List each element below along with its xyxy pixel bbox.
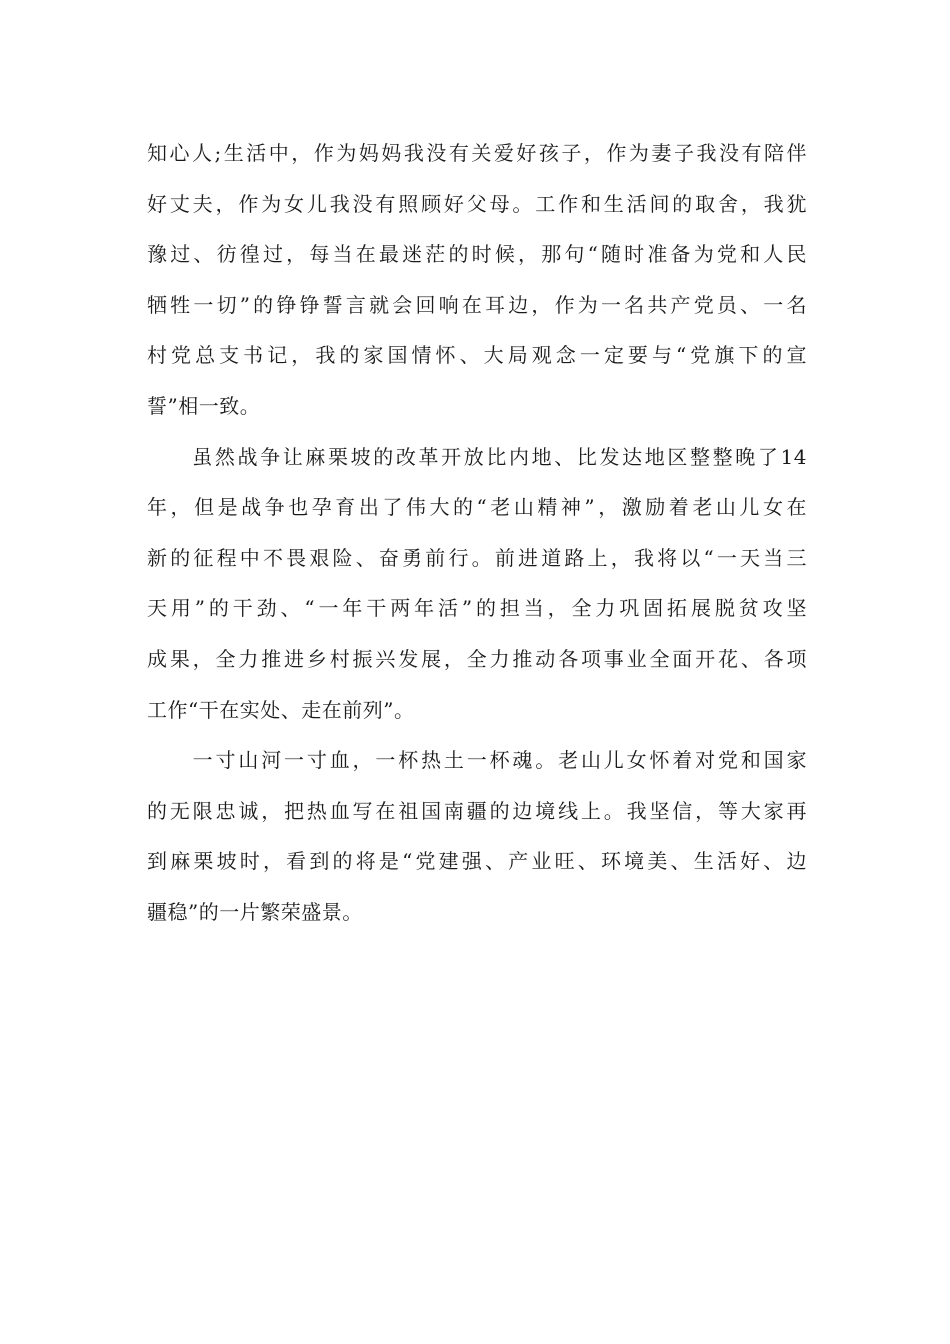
text-line: 年，但是战争也孕育出了伟大的“老山精神”，激励着老山儿女在 (147, 495, 807, 520)
body-text (147, 128, 807, 938)
text-line: 天用”的干劲、“一年干两年活”的担当，全力巩固拓展脱贫攻坚 (147, 596, 807, 621)
text-line: 誓”相一致。 (147, 393, 261, 418)
text-line: 知心人;生活中，作为妈妈我没有关爱好孩子，作为妻子我没有陪伴 (147, 141, 807, 165)
paragraph-1 (147, 128, 807, 432)
text-line: 一寸山河一寸血，一杯热土一杯魂。老山儿女怀着对党和国家 (147, 748, 807, 773)
text-line: 村党总支书记，我的家国情怀、大局观念一定要与“党旗下的宣 (147, 343, 807, 368)
text-line: 好丈夫，作为女儿我没有照顾好父母。工作和生活间的取舍，我犹 (147, 191, 807, 216)
text-line: 的无限忠诚，把热血写在祖国南疆的边境线上。我坚信，等大家再 (147, 798, 807, 823)
text-line: 新的征程中不畏艰险、奋勇前行。前进道路上，我将以“一天当三 (147, 545, 807, 570)
text-line: 到麻栗坡时，看到的将是“党建强、产业旺、环境美、生活好、边 (147, 849, 807, 874)
text-line: 疆稳”的一片繁荣盛景。 (147, 899, 363, 924)
text-line: 豫过、彷徨过，每当在最迷茫的时候，那句“随时准备为党和人民 (147, 242, 807, 267)
text-line: 成果，全力推进乡村振兴发展，全力推动各项事业全面开花、各项 (147, 646, 807, 671)
text-line: 工作“干在实处、走在前列”。 (147, 697, 415, 722)
text-line: 牺牲一切”的铮铮誓言就会回响在耳边，作为一名共产党员、一名 (147, 292, 807, 317)
paragraph-3 (147, 735, 807, 937)
text-line: 虽然战争让麻栗坡的改革开放比内地、比发达地区整整晚了14 (147, 444, 807, 469)
paragraph-2 (147, 432, 807, 736)
